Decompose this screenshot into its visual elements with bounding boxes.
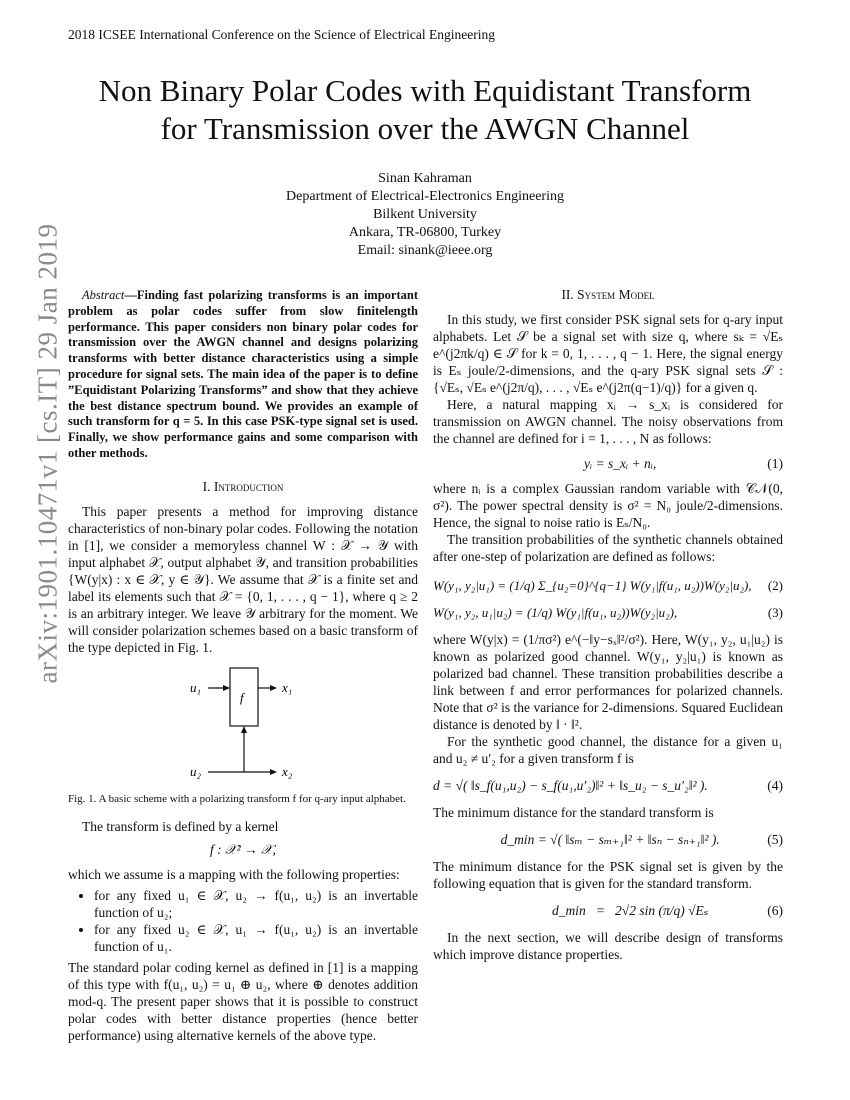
intro-paragraph-3: which we assume is a mapping with the following properties: <box>68 866 400 882</box>
figure-label-x1: x₁ <box>282 679 293 695</box>
author-dept: Department of Electrical-Electronics Engineering <box>286 189 564 204</box>
equation-1 <box>433 455 783 472</box>
figure-label-f: f <box>240 689 244 705</box>
u1-arrowhead <box>223 685 230 691</box>
abstract-label: Abstract <box>82 288 125 302</box>
figure-label-x2: x₂ <box>282 763 293 779</box>
model-paragraph-7: The minimum distance for the standard transform is <box>433 805 714 820</box>
abstract-text: —Finding fast polarizing transforms is an important problem as polar codes suffer from slow finitelength performance. This paper considers non binary polar codes for transmission over the AWGN channel and designs polarizing transforms with better distance characteristics using a simple procedure for signal sets. The main idea of the paper is to define ”Equidistant Polarizing Transforms” and show that they achieve the best distance spectrum bound. We provides an example of such transform for q = 5. In this case PSK-type signal set is used. Finally, we show performance gains and some comparison with other methods. <box>68 288 418 460</box>
author-city: Ankara, TR-06800, Turkey <box>348 225 502 240</box>
title-line-2: for Transmission over the AWGN Channel <box>160 111 690 146</box>
equation-3-body: W(y₁, y₂, u₁|u₂) = (1/q) W(y₁|f(u₁, u₂))W(y₂|u₂), <box>433 605 678 620</box>
model-paragraph-6: For the synthetic good channel, the distance for a given u₁ and u₂ ≠ u′₂ for a given transform f is <box>433 734 783 766</box>
author-univ: Bilkent University <box>373 207 477 222</box>
equation-4-number: (4) <box>767 778 783 793</box>
equation-1-body: yᵢ = s_xᵢ + nᵢ, <box>584 456 657 471</box>
equation-5 <box>433 831 783 848</box>
paper-title <box>40 72 810 148</box>
kernel-equation: f : 𝒳² → 𝒳, <box>210 841 276 857</box>
left-column <box>68 288 418 1044</box>
conference-header: 2018 ICSEE International Conference on the Science of Electrical Engineering <box>68 27 495 42</box>
equation-3-number: (3) <box>767 605 783 620</box>
system-model-heading: II. System Model <box>561 287 655 302</box>
model-paragraph-3: where nᵢ is a complex Gaussian random variable with 𝒞𝒩(0, σ²). The power spectral density is σ² = N₀ joule/2-dimensions. Hence, the signal to noise ratio is Eₛ/N₀. <box>433 481 783 530</box>
author-email: Email: sinank@ieee.org <box>357 243 493 258</box>
author-block <box>100 170 750 260</box>
figure-1 <box>68 660 418 790</box>
x1-arrowhead <box>270 685 277 691</box>
author-name: Sinan Kahraman <box>378 171 472 186</box>
equation-5-number: (5) <box>767 832 783 847</box>
figure-caption: Fig. 1. A basic scheme with a polarizing transform f for q-ary input alphabet. <box>68 792 406 805</box>
equation-5-body: d_min = √( ‖sₘ − sₘ₊₁‖² + ‖sₙ − sₙ₊₁‖² ). <box>500 832 720 847</box>
kernel-properties-list <box>68 887 418 955</box>
equation-1-number: (1) <box>767 456 783 471</box>
intro-paragraph-1: This paper presents a method for improving distance characteristics of non-binary polar codes. Following the notation in [1], we consider a memoryless channel W : 𝒳 → 𝒴 with input alphabet 𝒳, output alphabet 𝒴, and transition probabilities {W(y|x) : x ∈ 𝒳, y ∈ 𝒴}. We assume that 𝒳 is a finite set and label its elements such that 𝒳 = {0, 1, . . . , q − 1}, where q ≥ 2 is an arbitrary integer. We leave 𝒴 arbitrary for the moment. We will consider polarization schemes based on a basic transform of the type depicted in Fig. 1. <box>68 503 418 655</box>
feed-arrowhead <box>241 726 247 733</box>
list-item: • for any fixed u₂ ∈ 𝒳, u₁ → f(u₁, u₂) is an invertable function of u₁. <box>94 921 418 955</box>
equation-2-number: (2) <box>767 578 783 593</box>
equation-2-body: W(y₁, y₂|u₁) = (1/q) Σ_{u₂=0}^{q−1} W(y₁|f(u₁, u₂))W(y₂|u₂), <box>433 578 752 593</box>
polarizing-transform-diagram <box>68 660 418 790</box>
model-paragraph-5: where W(y|x) = (1/πσ²) e^(−‖y−sₓ‖²/σ²). Here, W(y₁, y₂, u₁|u₂) is known as polarized good channel. W(y₁, y₂|u₁) is known as polarized bad channel. These transition probabilities describe a link between f and error performances for polarized channels. Note that σ² is the variance for 2-dimensions. Squared Euclidean distance is denoted by ‖ · ‖². <box>433 632 783 732</box>
list-item: • for any fixed u₁ ∈ 𝒳, u₂ → f(u₁, u₂) is an invertable function of u₂; <box>94 887 418 921</box>
title-line-1: Non Binary Polar Codes with Equidistant Transform <box>98 73 752 108</box>
equation-6-number: (6) <box>767 903 783 918</box>
equation-2 <box>433 577 783 594</box>
model-paragraph-8: The minimum distance for the PSK signal set is given by the following equation that is given for the standard transform. <box>433 859 783 891</box>
arxiv-stamp: arXiv:1901.10471v1 [cs.IT] 29 Jan 2019 <box>32 223 63 684</box>
equation-4-body: d = √( ‖s_f(u₁,u₂) − s_f(u₁,u′₂)‖² + ‖s_u₂ − s_u′₂‖² ). <box>433 778 708 793</box>
model-paragraph-9: In the next section, we will describe design of transforms which improve distance properties. <box>433 930 783 962</box>
model-paragraph-4: The transition probabilities of the synthetic channels obtained after one-step of polarization are defined as follows: <box>433 532 783 564</box>
equation-6 <box>433 902 783 919</box>
model-paragraph-2: Here, a natural mapping xᵢ → s_xᵢ is considered for transmission on AWGN channel. The noisy observations from the channel are defined for i = 1, . . . , N as follows: <box>433 397 783 446</box>
figure-label-u1: u₁ <box>190 679 202 695</box>
intro-heading: I. Introduction <box>202 478 284 494</box>
transform-box <box>230 668 258 726</box>
equation-4 <box>433 777 783 794</box>
figure-label-u2: u₂ <box>190 763 202 779</box>
right-column <box>433 286 783 963</box>
intro-paragraph-2: The transform is defined by a kernel <box>82 818 279 834</box>
model-paragraph-1: In this study, we first consider PSK signal sets for q-ary input alphabets. Let 𝒮 be a signal set with size q, where sₖ = √Eₛ e^(j2πk/q) ∈ 𝒮 for k = 0, 1, . . . , q − 1. Here, the signal energy is Eₛ joule/2-dimensions, and the q-ary PSK signal sets 𝒮 : {√Eₛ, √Eₛ e^(j2π/q), . . . , √Eₛ e^(j2π(q−1)/q)} for a given q. <box>433 312 783 395</box>
equation-6-body: d_min = 2√2 sin (π/q) √Eₛ <box>551 903 709 918</box>
x2-arrowhead <box>270 769 277 775</box>
abstract <box>68 288 418 462</box>
equation-3 <box>433 604 783 621</box>
intro-paragraph-4: The standard polar coding kernel as defined in [1] is a mapping of this type with f(u₁, u₂) = u₁ ⊕ u₂, where ⊕ denotes addition mod-q. The present paper shows that it is possible to construct polar codes with better distance properties (hence better performance) using alternative kernels of the above type. <box>68 959 418 1043</box>
